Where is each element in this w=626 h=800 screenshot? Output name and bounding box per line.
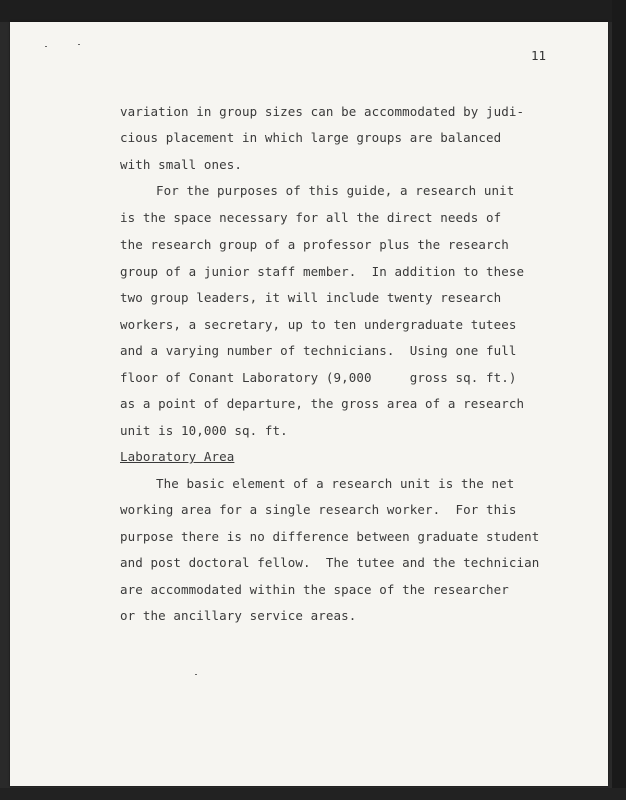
section-heading: Laboratory Area — [120, 449, 235, 464]
text-line: working area for a single research worker. For this — [120, 502, 517, 517]
text-line: and a varying number of technicians. Using one full — [120, 343, 517, 358]
text-line: floor of Conant Laboratory (9,000 gross sq. ft.) — [120, 370, 517, 385]
paper-speck — [195, 674, 197, 675]
text-line: two group leaders, it will include twenty research — [120, 290, 502, 305]
text-line: with small ones. — [120, 157, 243, 172]
text-line: cious placement in which large groups are balanced — [120, 130, 502, 145]
text-line: variation in group sizes can be accommodated by judi- — [120, 104, 525, 119]
text-line: workers, a secretary, up to ten undergraduate tutees — [120, 317, 517, 332]
text-line: unit is 10,000 sq. ft. — [120, 423, 288, 438]
scanner-frame-top — [0, 0, 626, 22]
text-line: group of a junior staff member. In addition to these — [120, 264, 525, 279]
page-number: 11 — [531, 48, 547, 63]
text-line: or the ancillary service areas. — [120, 608, 357, 623]
text-line: and post doctoral fellow. The tutee and the technician — [120, 555, 540, 570]
text-line: is the space necessary for all the direct needs of — [120, 210, 502, 225]
scanner-frame-bottom — [0, 788, 626, 800]
paper-speck — [78, 44, 80, 45]
paper-speck — [45, 46, 47, 47]
text-line: are accommodated within the space of the researcher — [120, 582, 509, 597]
text-line: the research group of a professor plus the research — [120, 237, 509, 252]
text-line: The basic element of a research unit is the net — [156, 476, 515, 491]
text-line: as a point of departure, the gross area of a research — [120, 396, 525, 411]
text-line: purpose there is no difference between graduate student — [120, 529, 540, 544]
text-line: For the purposes of this guide, a research unit — [156, 183, 515, 198]
scanner-frame-right — [612, 0, 626, 800]
